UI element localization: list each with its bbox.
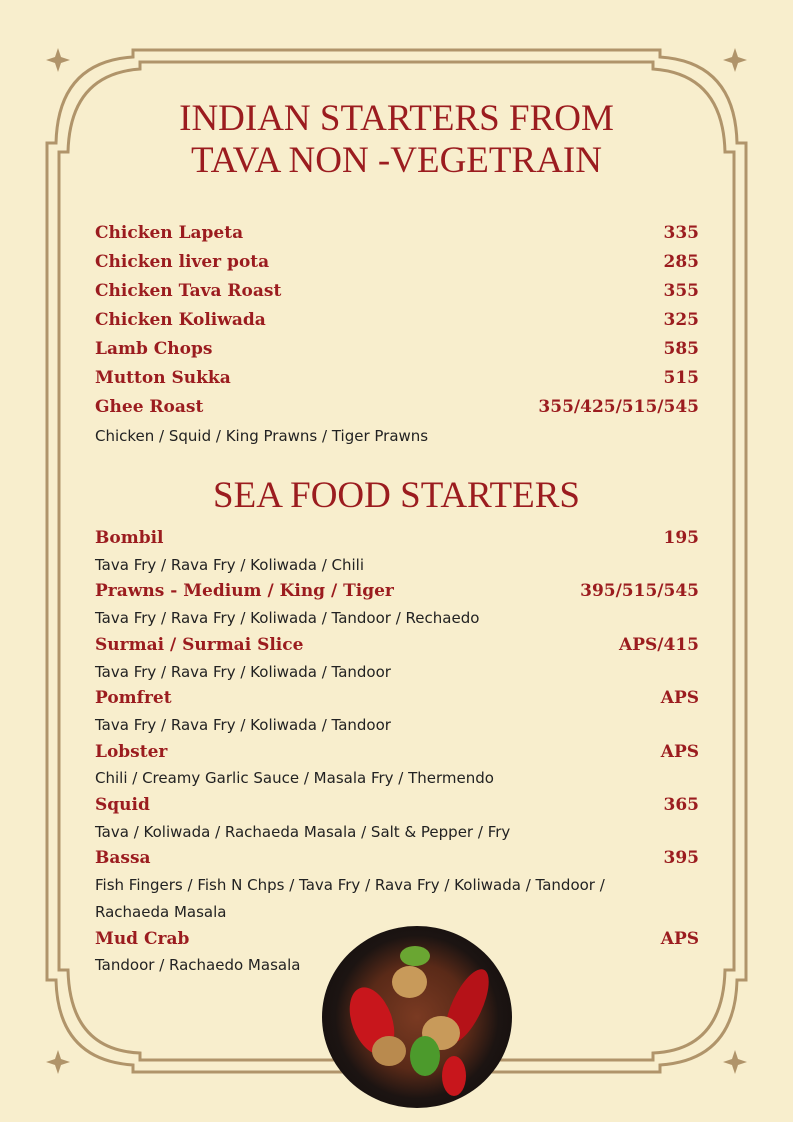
star-icon xyxy=(46,48,70,72)
item-description: Tandoor / Rachaedo Masala xyxy=(95,956,301,975)
item-price: APS xyxy=(660,688,699,709)
item-price: 195 xyxy=(663,528,699,548)
title-line: TAVA NON -VEGETRAIN xyxy=(191,140,602,181)
item-name: Bombil xyxy=(95,528,164,548)
menu-item xyxy=(95,335,699,364)
star-icon xyxy=(723,48,747,72)
item-name: Chicken liver pota xyxy=(95,252,270,272)
item-name: Pomfret xyxy=(95,688,172,709)
section-title-tava xyxy=(0,98,793,182)
menu-item xyxy=(95,248,699,277)
item-price: APS xyxy=(660,928,699,949)
item-description: Fish Fingers / Fish N Chps / Tava Fry / Rava Fry / Koliwada / Tandoor / xyxy=(95,876,605,895)
menu-item xyxy=(95,364,699,393)
title-line: INDIAN STARTERS FROM xyxy=(179,98,614,139)
item-description: Tava Fry / Rava Fry / Koliwada / Tandoor xyxy=(95,662,391,681)
menu-item xyxy=(95,685,699,712)
item-name: Squid xyxy=(95,795,150,816)
item-name: Chicken Tava Roast xyxy=(95,281,282,301)
menu-item xyxy=(95,578,699,605)
section-title-seafood: SEA FOOD STARTERS xyxy=(213,475,580,516)
item-price: 335 xyxy=(663,223,699,243)
item-name: Surmai / Surmai Slice xyxy=(95,634,304,655)
item-price: 355 xyxy=(663,281,699,301)
item-price: 515 xyxy=(663,368,699,388)
item-price: 395/515/545 xyxy=(580,581,699,602)
tava-menu-list xyxy=(95,219,699,451)
menu-item xyxy=(95,632,699,659)
menu-item xyxy=(95,525,699,552)
menu-item xyxy=(95,393,699,422)
item-description: Chicken / Squid / King Prawns / Tiger Prawns xyxy=(95,427,429,445)
item-price: APS/415 xyxy=(619,634,699,655)
item-name: Chicken Lapeta xyxy=(95,223,244,243)
star-icon xyxy=(46,1050,70,1074)
item-description: Chili / Creamy Garlic Sauce / Masala Fry / Thermendo xyxy=(95,769,494,788)
item-price: 325 xyxy=(663,310,699,330)
item-name: Ghee Roast xyxy=(95,397,204,417)
item-name: Mud Crab xyxy=(95,928,190,949)
menu-item xyxy=(95,306,699,335)
dish-photo xyxy=(322,926,512,1108)
item-price: 395 xyxy=(663,848,699,869)
menu-item xyxy=(95,219,699,248)
item-name: Bassa xyxy=(95,848,151,869)
item-name: Chicken Koliwada xyxy=(95,310,266,330)
item-price: 365 xyxy=(663,795,699,816)
item-name: Lobster xyxy=(95,741,168,762)
item-description: Tava / Koliwada / Rachaeda Masala / Salt & Pepper / Fry xyxy=(95,822,511,841)
menu-item xyxy=(95,792,699,819)
item-price: 285 xyxy=(663,252,699,272)
menu-item xyxy=(95,845,699,872)
item-description: Rachaeda Masala xyxy=(95,902,227,921)
item-description: Tava Fry / Rava Fry / Koliwada / Tandoor / Rechaedo xyxy=(95,609,480,628)
seafood-menu-list xyxy=(95,525,699,979)
item-price: 355/425/515/545 xyxy=(538,397,699,417)
item-name: Mutton Sukka xyxy=(95,368,231,388)
item-name: Prawns - Medium / King / Tiger xyxy=(95,581,394,602)
item-price: APS xyxy=(660,741,699,762)
item-description: Tava Fry / Rava Fry / Koliwada / Tandoor xyxy=(95,715,391,734)
star-icon xyxy=(723,1050,747,1074)
item-description: Tava Fry / Rava Fry / Koliwada / Chili xyxy=(95,555,365,574)
menu-item xyxy=(95,277,699,306)
item-price: 585 xyxy=(663,339,699,359)
menu-item xyxy=(95,739,699,766)
item-name: Lamb Chops xyxy=(95,339,213,359)
